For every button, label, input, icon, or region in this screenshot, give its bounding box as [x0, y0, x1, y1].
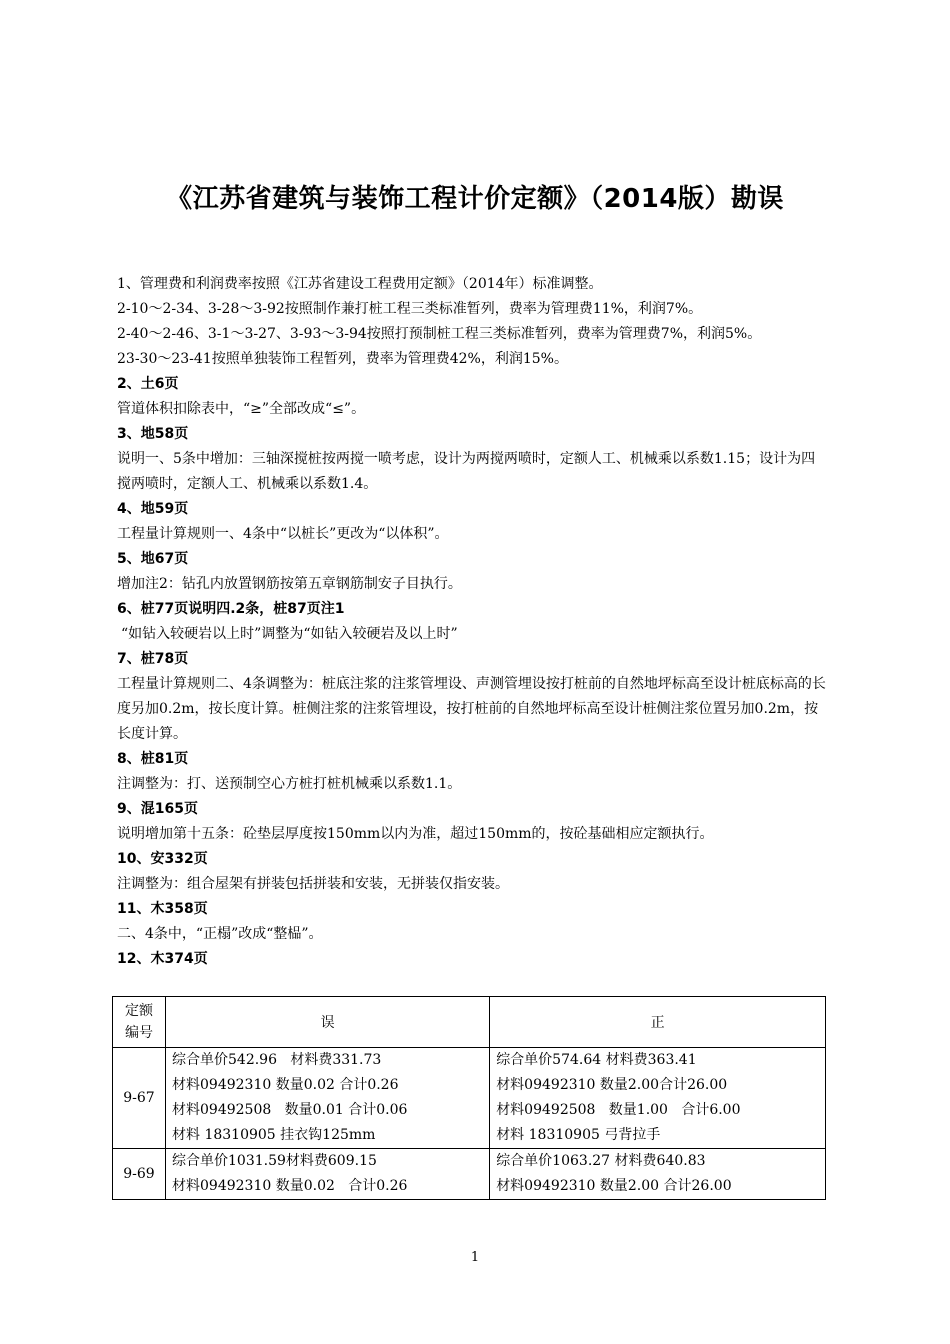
wrong-cell — [166, 1149, 490, 1200]
cell-line: 材料09492310 数量2.00 合计26.00 — [496, 1178, 732, 1194]
right-cell — [490, 1149, 826, 1200]
quota-code: 9-69 — [113, 1149, 166, 1200]
section-heading: 10、安332页 — [117, 851, 208, 867]
paragraph: 工程量计算规则二、4条调整为：桩底注浆的注浆管埋设、声测管埋设按打桩前的自然地坪标高至设计桩底标高的长度另加0.2m，按长度计算。桩侧注浆的注浆管埋设，按打桩前的自然地坪标高至设计桩侧注浆位置另加0.2m，按长度计算。 — [117, 676, 826, 742]
paragraph: 说明增加第十五条：砼垫层厚度按150mm以内为准，超过150mm的，按砼基础相应定额执行。 — [117, 826, 714, 842]
section-heading: 8、桩81页 — [117, 751, 189, 767]
cell-line: 综合单价542.96 材料费331.73 — [172, 1052, 382, 1068]
wrong-cell — [166, 1048, 490, 1149]
paragraph: 注调整为：组合屋架有拼装包括拼装和安装，无拼装仅指安装。 — [117, 876, 509, 892]
cell-line: 综合单价1031.59材料费609.15 — [172, 1153, 377, 1169]
cell-line: 材料09492508 数量0.01 合计0.06 — [172, 1102, 408, 1118]
cell-line: 材料 18310905 弓背拉手 — [496, 1127, 661, 1143]
paragraph: 2-40～2-46、3-1～3-27、3-93～3-94按照打预制桩工程三类标准暂列，费率为管理费7%，利润5%。 — [117, 326, 762, 342]
cell-line: 综合单价574.64 材料费363.41 — [496, 1052, 697, 1068]
cell-line: 综合单价1063.27 材料费640.83 — [496, 1153, 706, 1169]
section-heading: 12、木374页 — [117, 951, 208, 967]
section-heading: 5、地67页 — [117, 551, 189, 567]
paragraph: 管道体积扣除表中，“≥”全部改成“≤”。 — [117, 401, 366, 417]
header-wrong: 误 — [166, 997, 490, 1048]
table-row — [113, 1149, 826, 1200]
paragraph: 工程量计算规则一、4条中“以桩长”更改为“以体积”。 — [117, 526, 449, 542]
table-row — [113, 1048, 826, 1149]
cell-line: 材料09492310 数量0.02 合计0.26 — [172, 1077, 399, 1093]
document-body — [117, 272, 829, 972]
quota-code: 9-67 — [113, 1048, 166, 1149]
header-code-label: 定额 编号 — [125, 1003, 153, 1041]
section-heading: 11、木358页 — [117, 901, 208, 917]
paragraph: 注调整为：打、送预制空心方桩打桩机械乘以系数1.1。 — [117, 776, 462, 792]
cell-line: 材料09492310 数量0.02 合计0.26 — [172, 1178, 408, 1194]
right-cell — [490, 1048, 826, 1149]
section-heading: 9、混165页 — [117, 801, 198, 817]
section-heading: 4、地59页 — [117, 501, 189, 517]
document-title: 《江苏省建筑与装饰工程计价定额》（2014版）勘误 — [166, 184, 784, 214]
page-number: 1 — [470, 1250, 480, 1265]
errata-table — [112, 996, 826, 1200]
paragraph: 1、管理费和利润费率按照《江苏省建设工程费用定额》（2014年）标准调整。 — [117, 276, 603, 292]
section-heading: 2、土6页 — [117, 376, 179, 392]
cell-line: 材料09492508 数量1.00 合计6.00 — [496, 1102, 741, 1118]
paragraph: 增加注2：钻孔内放置钢筋按第五章钢筋制安子目执行。 — [117, 576, 462, 592]
section-heading: 7、桩78页 — [117, 651, 189, 667]
paragraph: “如钻入较硬岩以上时”调整为“如钻入较硬岩及以上时” — [121, 626, 458, 642]
cell-line: 材料09492310 数量2.00合计26.00 — [496, 1077, 728, 1093]
paragraph: 2-10～2-34、3-28～3-92按照制作兼打桩工程三类标准暂列，费率为管理费11%，利润7%。 — [117, 301, 703, 317]
paragraph: 二、4条中，“正榻”改成“整榀”。 — [117, 926, 323, 942]
paragraph: 说明一、5条中增加：三轴深搅桩按两搅一喷考虑，设计为两搅两喷时，定额人工、机械乘以系数1.15；设计为四搅两喷时，定额人工、机械乘以系数1.4。 — [117, 451, 816, 492]
section-heading: 3、地58页 — [117, 426, 189, 442]
table-header-row — [113, 997, 826, 1048]
cell-line: 材料 18310905 挂衣钩125mm — [172, 1127, 376, 1143]
header-right: 正 — [490, 997, 826, 1048]
header-code — [113, 997, 166, 1048]
paragraph: 23-30～23-41按照单独装饰工程暂列，费率为管理费42%，利润15%。 — [117, 351, 568, 367]
section-heading: 6、桩77页说明四.2条，桩87页注1 — [117, 601, 345, 617]
